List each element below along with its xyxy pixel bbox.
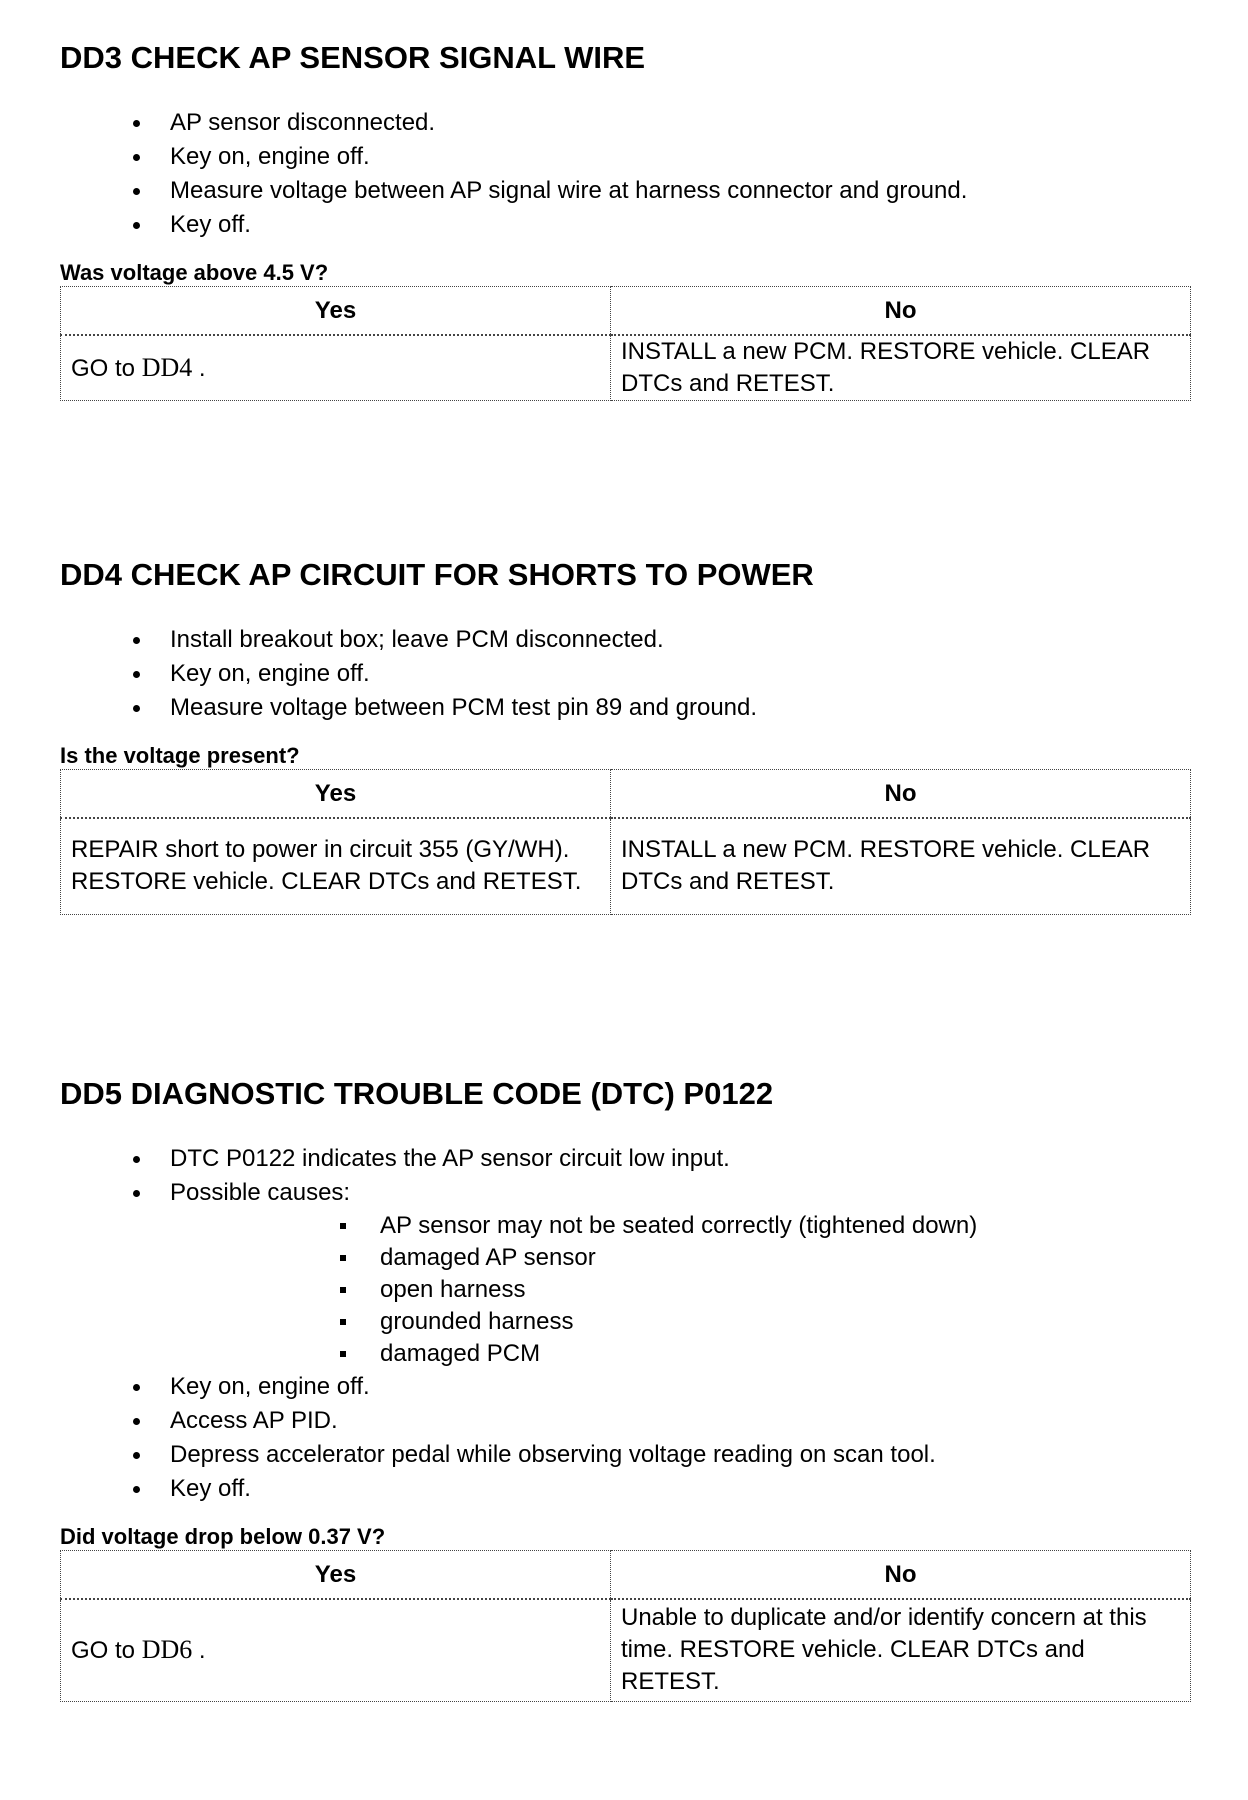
question-text: Is the voltage present? <box>60 743 300 768</box>
step-item: Measure voltage between PCM test pin 89 and ground. <box>60 691 1190 725</box>
bullet-icon <box>133 637 140 644</box>
bullet-icon <box>133 1452 140 1459</box>
yes-header: Yes <box>61 770 611 819</box>
bullet-icon <box>133 222 140 229</box>
cause-item: open harness <box>170 1274 1190 1306</box>
step-item: AP sensor disconnected. <box>60 106 1190 140</box>
yes-no-table <box>60 286 1191 401</box>
question-text: Did voltage drop below 0.37 V? <box>60 1524 386 1549</box>
square-bullet-icon <box>340 1287 346 1293</box>
cause-item: damaged AP sensor <box>170 1242 1190 1274</box>
yes-cell: GO to DD6 . <box>61 1599 611 1701</box>
bullet-icon <box>133 120 140 127</box>
no-cell: INSTALL a new PCM. RESTORE vehicle. CLEAR DTCs and RETEST. <box>611 335 1191 401</box>
bullet-icon <box>133 705 140 712</box>
step-list <box>60 1142 1190 1506</box>
step-item: Key on, engine off. <box>60 140 1190 174</box>
section-dd5 <box>60 1076 1190 1702</box>
square-bullet-icon <box>340 1351 346 1357</box>
yes-no-table <box>60 1550 1191 1702</box>
step-item: Key off. <box>60 1472 1190 1506</box>
step-item: Possible causes: AP sensor may not be seated correctly (tightened down) damaged AP sensor open harness grounded harness damaged PCM <box>60 1176 1190 1370</box>
section-dd4 <box>60 557 1190 915</box>
link-dd4[interactable]: DD4 <box>141 352 193 382</box>
section-heading: DD4 CHECK AP CIRCUIT FOR SHORTS TO POWER <box>60 557 814 592</box>
cause-item: grounded harness <box>170 1306 1190 1338</box>
cause-list <box>170 1210 1190 1370</box>
bullet-icon <box>133 1384 140 1391</box>
no-cell: Unable to duplicate and/or identify concern at this time. RESTORE vehicle. CLEAR DTCs and RETEST. <box>611 1599 1191 1701</box>
bullet-icon <box>133 1190 140 1197</box>
section-heading: DD5 DIAGNOSTIC TROUBLE CODE (DTC) P0122 <box>60 1076 774 1111</box>
step-item: Key on, engine off. <box>60 657 1190 691</box>
bullet-icon <box>133 671 140 678</box>
yes-cell: REPAIR short to power in circuit 355 (GY/WH). RESTORE vehicle. CLEAR DTCs and RETEST. <box>61 818 611 914</box>
no-header: No <box>611 287 1191 336</box>
bullet-icon <box>133 1156 140 1163</box>
bullet-icon <box>133 1418 140 1425</box>
bullet-icon <box>133 1486 140 1493</box>
square-bullet-icon <box>340 1223 346 1229</box>
step-item: Measure voltage between AP signal wire at harness connector and ground. <box>60 174 1190 208</box>
step-item: Depress accelerator pedal while observing voltage reading on scan tool. <box>60 1438 1190 1472</box>
no-header: No <box>611 770 1191 819</box>
square-bullet-icon <box>340 1319 346 1325</box>
step-list <box>60 623 1190 725</box>
cause-item: AP sensor may not be seated correctly (tightened down) <box>170 1210 1190 1242</box>
step-item: Access AP PID. <box>60 1404 1190 1438</box>
step-list <box>60 106 1190 242</box>
question-text: Was voltage above 4.5 V? <box>60 260 329 285</box>
section-dd3 <box>60 40 1190 401</box>
yes-header: Yes <box>61 287 611 336</box>
section-heading: DD3 CHECK AP SENSOR SIGNAL WIRE <box>60 40 646 75</box>
bullet-icon <box>133 188 140 195</box>
yes-header: Yes <box>61 1551 611 1600</box>
square-bullet-icon <box>340 1255 346 1261</box>
link-dd6[interactable]: DD6 <box>141 1634 193 1664</box>
yes-cell: GO to DD4 . <box>61 335 611 401</box>
cause-item: damaged PCM <box>170 1338 1190 1370</box>
no-cell: INSTALL a new PCM. RESTORE vehicle. CLEAR DTCs and RETEST. <box>611 818 1191 914</box>
no-header: No <box>611 1551 1191 1600</box>
yes-no-table <box>60 769 1191 915</box>
bullet-icon <box>133 154 140 161</box>
step-item: Key on, engine off. <box>60 1370 1190 1404</box>
step-item: Key off. <box>60 208 1190 242</box>
step-item: DTC P0122 indicates the AP sensor circuit low input. <box>60 1142 1190 1176</box>
step-item: Install breakout box; leave PCM disconnected. <box>60 623 1190 657</box>
